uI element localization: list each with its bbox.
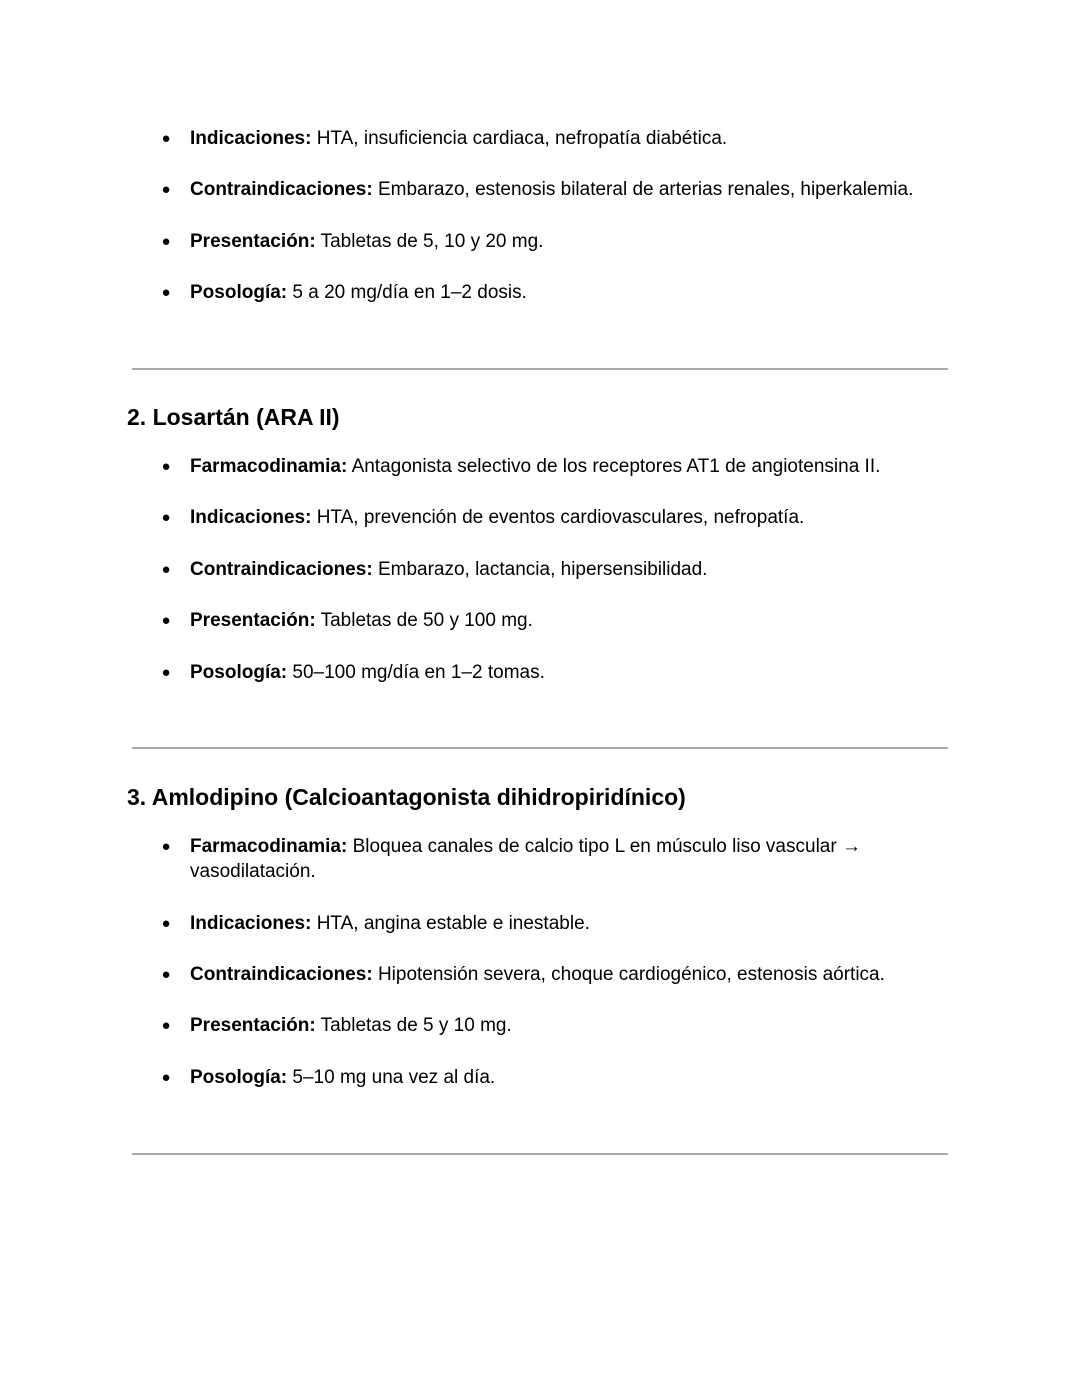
item-label: Indicaciones: <box>190 507 312 528</box>
bullet-icon: ● <box>161 561 171 578</box>
item-text: Tabletas de 50 y 100 mg. <box>320 610 533 631</box>
item-label: Contraindicaciones: <box>190 964 373 985</box>
section-heading: 2. Losartán (ARA II) <box>127 404 340 430</box>
bullet-icon: ● <box>161 664 171 681</box>
item-text: Antagonista selectivo de los receptores AT1 de angiotensina II. <box>351 456 881 477</box>
item-label: Posología: <box>190 1067 288 1088</box>
item-label: Contraindicaciones: <box>190 179 373 200</box>
item-label: Farmacodinamia: <box>190 456 348 477</box>
bullet-icon: ● <box>161 233 171 250</box>
item-text: Tabletas de 5, 10 y 20 mg. <box>320 231 544 252</box>
item-label: Indicaciones: <box>190 913 312 934</box>
item-text: Tabletas de 5 y 10 mg. <box>320 1015 512 1036</box>
bullet-icon: ● <box>161 181 171 198</box>
bullet-icon: ● <box>161 612 171 629</box>
item-text: 50–100 mg/día en 1–2 tomas. <box>292 662 545 683</box>
item-label: Posología: <box>190 662 288 683</box>
bullet-icon: ● <box>161 458 171 475</box>
item-label: Posología: <box>190 282 288 303</box>
bullet-icon: ● <box>161 284 171 301</box>
bullet-icon: ● <box>161 915 171 932</box>
bullet-icon: ● <box>161 130 171 147</box>
bullet-icon: ● <box>161 509 171 526</box>
item-text: Hipotensión severa, choque cardiogénico, estenosis aórtica. <box>377 964 885 985</box>
horizontal-divider <box>132 747 948 749</box>
bullet-icon: ● <box>161 966 171 983</box>
item-label: Indicaciones: <box>190 128 312 149</box>
item-label: Presentación: <box>190 231 316 252</box>
section-heading: 3. Amlodipino (Calcioantagonista dihidropiridínico) <box>127 784 686 810</box>
bullet-icon: ● <box>161 1069 171 1086</box>
horizontal-divider <box>132 1153 948 1155</box>
item-text: Embarazo, lactancia, hipersensibilidad. <box>377 559 708 580</box>
item-text: HTA, prevención de eventos cardiovasculares, nefropatía. <box>316 507 805 528</box>
item-label: Contraindicaciones: <box>190 559 373 580</box>
item-label: Presentación: <box>190 610 316 631</box>
item-text: 5–10 mg una vez al día. <box>292 1067 496 1088</box>
item-label: Presentación: <box>190 1015 316 1036</box>
item-text: HTA, angina estable e inestable. <box>316 913 590 934</box>
item-text: Bloquea canales de calcio tipo L en músculo liso vascular → vasodilatación. <box>190 836 861 882</box>
horizontal-divider <box>132 368 948 370</box>
bullet-icon: ● <box>161 1017 171 1034</box>
item-label: Farmacodinamia: <box>190 836 348 857</box>
bullet-icon: ● <box>161 838 171 855</box>
item-text: Embarazo, estenosis bilateral de arterias renales, hiperkalemia. <box>377 179 914 200</box>
item-text: 5 a 20 mg/día en 1–2 dosis. <box>292 282 527 303</box>
item-text: HTA, insuficiencia cardiaca, nefropatía diabética. <box>316 128 728 149</box>
